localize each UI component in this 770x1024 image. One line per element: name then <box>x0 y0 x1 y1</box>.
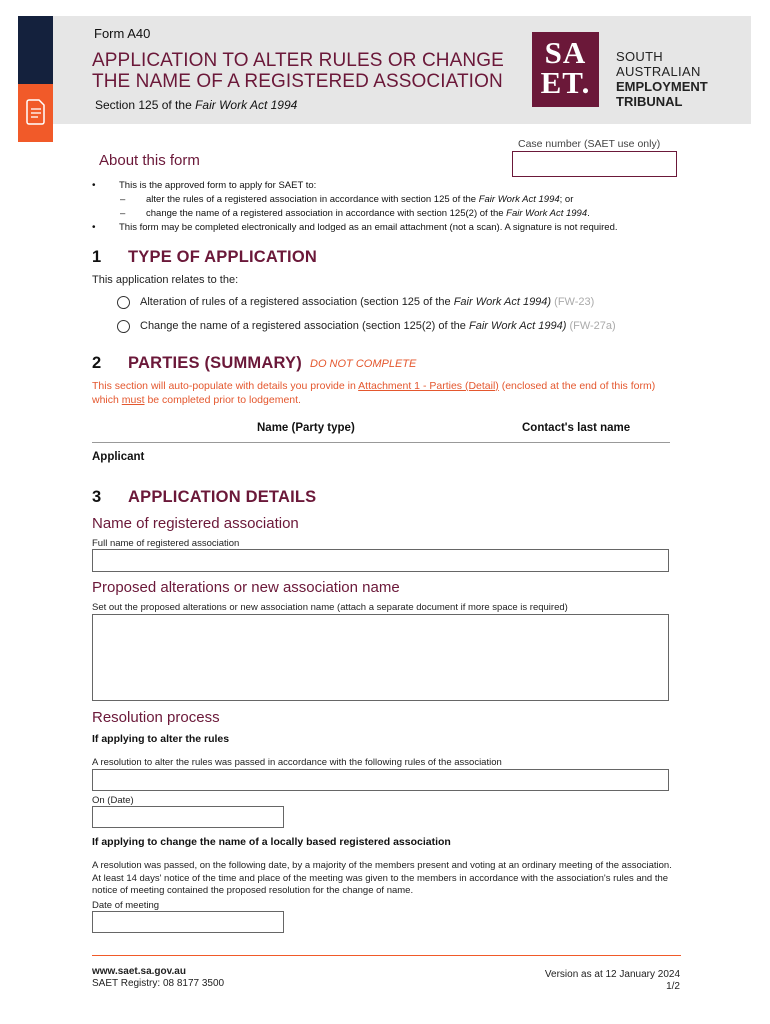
saet-logo-text: SOUTH AUSTRALIAN EMPLOYMENT TRIBUNAL <box>616 49 708 109</box>
proposed-alterations-textarea[interactable] <box>92 614 669 701</box>
section-1-intro: This application relates to the: <box>92 274 239 286</box>
association-name-input[interactable] <box>92 549 669 572</box>
change-name-subheading: If applying to change the name of a locally based registered association <box>92 836 451 848</box>
name-field-label: Full name of registered association <box>92 538 240 549</box>
section-2-number: 2 <box>92 354 102 372</box>
about-sub-2: change the name of a registered association in accordance with section 125(2) of the Fair Work Act 1994. <box>146 208 590 219</box>
about-heading: About this form <box>99 152 200 169</box>
option-change-name-label: Change the name of a registered association (section 125(2) of the Fair Work Act 1994) (FW-27a) <box>140 320 616 332</box>
left-accent-strip <box>18 16 53 124</box>
bullet-dot: • <box>92 180 96 191</box>
about-sub-1: alter the rules of a registered association in accordance with section 125 of the Fair Work Act 1994; or <box>146 194 574 205</box>
page-subtitle: Section 125 of the Fair Work Act 1994 <box>95 98 298 112</box>
column-header-contact: Contact's last name <box>522 422 631 434</box>
accent-orange-block <box>18 84 53 142</box>
option-alter-rules-label: Alteration of rules of a registered association (section 125 of the Fair Work Act 1994) (FW-23) <box>140 296 595 308</box>
proposed-field-label: Set out the proposed alterations or new association name (attach a separate document if more space is required) <box>92 602 568 613</box>
form-code: Form A40 <box>94 26 151 41</box>
applicant-row-label: Applicant <box>92 451 145 463</box>
alter-rules-subheading: If applying to alter the rules <box>92 733 230 745</box>
document-icon <box>18 92 53 132</box>
proposed-heading: Proposed alterations or new association name <box>92 579 400 596</box>
name-heading: Name of registered association <box>92 515 299 532</box>
case-number-input[interactable] <box>512 151 677 177</box>
radio-change-name[interactable] <box>117 320 130 333</box>
attachment-1-link[interactable]: Attachment 1 - Parties (Detail) <box>358 380 499 392</box>
footer-page-number: 1/2 <box>666 981 680 992</box>
footer-version: Version as at 12 January 2024 <box>544 969 680 980</box>
footer-registry: SAET Registry: 08 8177 3500 <box>92 978 225 989</box>
case-number-label: Case number (SAET use only) <box>518 138 661 150</box>
accent-navy-block <box>18 16 53 84</box>
section-3-title: APPLICATION DETAILS <box>128 488 317 506</box>
footer-website[interactable]: www.saet.sa.gov.au <box>92 966 186 977</box>
on-date-label: On (Date) <box>92 795 134 806</box>
section-1-title: TYPE OF APPLICATION <box>128 248 317 266</box>
page-title: APPLICATION TO ALTER RULES OR CHANGE THE NAME OF A REGISTERED ASSOCIATION <box>92 50 504 92</box>
resolution-date-input[interactable] <box>92 806 284 828</box>
date-of-meeting-input[interactable] <box>92 911 284 933</box>
about-bullet-2: This form may be completed electronically and lodged as an email attachment (not a scan). A signature is not required. <box>119 222 618 233</box>
change-name-text: A resolution was passed, on the following date, by a majority of the members present and voting at an ordinary meeting of the association. At least 14 days' notice of the time and place of the meeting was given to the members in accordance with the association's rules and the notice of meeting contained the proposed resolution for the change of name. <box>92 860 672 896</box>
column-header-name: Name (Party type) <box>257 422 355 434</box>
about-bullet-1: This is the approved form to apply for SAET to: <box>119 180 317 191</box>
radio-alter-rules[interactable] <box>117 296 130 309</box>
resolution-heading: Resolution process <box>92 709 220 726</box>
dash-marker: – <box>120 208 126 219</box>
bullet-dot: • <box>92 222 96 233</box>
footer-divider <box>92 955 681 956</box>
saet-logo-monogram: SA ET. <box>532 32 599 107</box>
section-2-title: PARTIES (SUMMARY) <box>128 354 302 372</box>
section-3-number: 3 <box>92 488 102 506</box>
dash-marker: – <box>120 194 126 205</box>
alter-rules-field-label: A resolution to alter the rules was passed in accordance with the following rules of the association <box>92 757 502 768</box>
section-2-note: This section will auto-populate with details you provide in Attachment 1 - Parties (Detail) (enclosed at the end of this form) which must be completed prior to lodgement. <box>92 380 656 406</box>
table-divider <box>92 442 670 443</box>
rules-of-association-input[interactable] <box>92 769 669 791</box>
section-1-number: 1 <box>92 248 102 266</box>
do-not-complete-note: DO NOT COMPLETE <box>310 358 417 370</box>
date-of-meeting-label: Date of meeting <box>92 900 160 911</box>
